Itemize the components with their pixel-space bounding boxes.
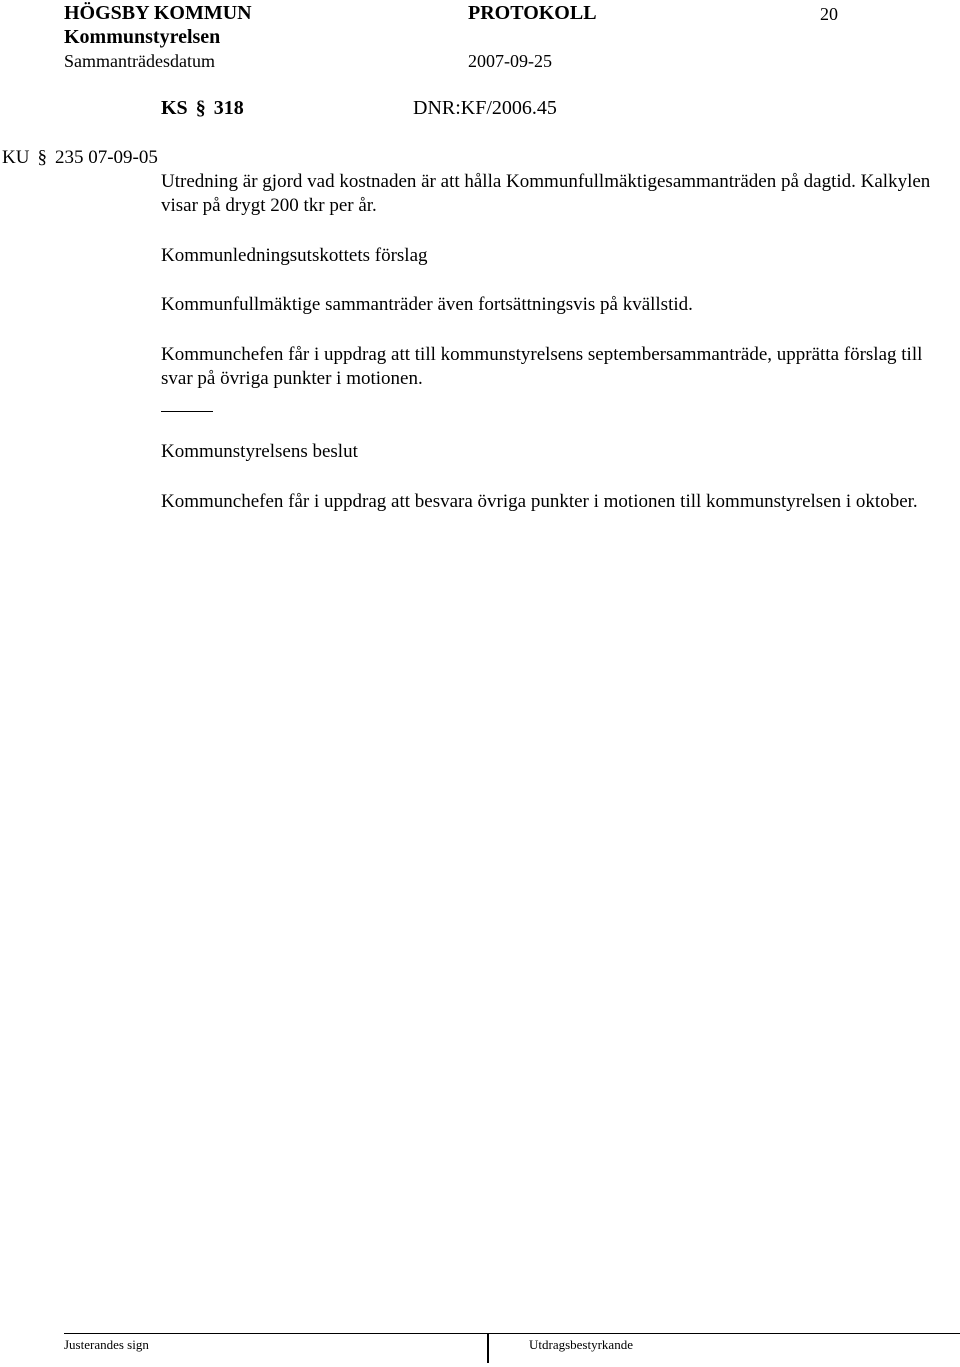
committee-name: Kommunstyrelsen [64,26,221,48]
ku-prefix: KU [2,147,30,168]
diary-number: DNR:KF/2006.45 [413,97,557,119]
intro-paragraph: Utredning är gjord vad kostnaden är att hålla Kommunfullmäktigesammanträden på dagtid. Kalkylen visar på drygt 200 tkr per år. [161,171,931,216]
proposal-paragraph-2: Kommunchefen får i uppdrag att till kommunstyrelsens septembersammanträde, upprätta förslag till svar på övriga punkter i motionen. [161,344,923,389]
footer-divider [487,1333,489,1363]
separator-line [161,411,213,412]
footer-rule [64,1333,960,1334]
meeting-date-label: Sammanträdesdatum [64,51,215,71]
ku-reference [2,146,158,170]
footer-signature-label: Justerandes sign [64,1337,149,1352]
ks-prefix: KS [161,97,188,119]
page-number: 20 [820,4,838,24]
municipality-name: HÖGSBY KOMMUN [64,2,252,24]
ku-ref: 235 07-09-05 [54,147,158,168]
decision-paragraph: Kommunchefen får i uppdrag att besvara övriga punkter i motionen till kommunstyrelsen i oktober. [161,491,918,512]
proposal-paragraph-1: Kommunfullmäktige sammanträder även fortsättningsvis på kvällstid. [161,294,693,315]
ks-number: 318 [213,97,244,119]
footer-certification-label: Utdragsbestyrkande [529,1337,633,1352]
document-type: PROTOKOLL [468,2,597,24]
ks-case-number [161,96,244,120]
section-sign: § [195,97,206,119]
meeting-date-value: 2007-09-25 [468,51,552,71]
decision-heading: Kommunstyrelsens beslut [161,441,358,462]
proposal-heading: Kommunledningsutskottets förslag [161,245,428,266]
ku-section-sign: § [37,147,47,168]
